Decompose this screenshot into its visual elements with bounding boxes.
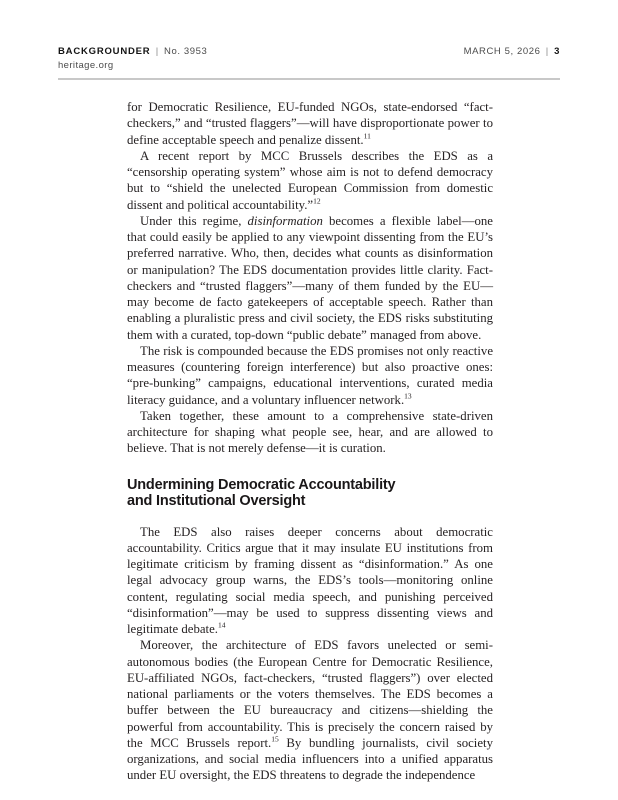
body-paragraph [127,408,493,457]
body-paragraph [127,99,493,148]
publication-name: BACKGROUNDER [58,46,151,57]
body-paragraph [127,524,493,638]
body-paragraph [127,213,493,343]
text-run: Taken together, these amount to a comprehensive state-driven architecture for shaping what people see, hear, and are allowed to believe. That is not merely defense—it is curation. [127,408,493,456]
date-page-info [464,46,560,57]
body-paragraph [127,637,493,783]
footnote-ref: 12 [313,196,321,206]
emphasis-text: disinformation [247,213,323,228]
page-number: 3 [554,46,560,57]
publication-info [58,46,207,57]
text-run: Under this regime, [140,213,248,228]
separator: | [155,46,159,57]
issue-number: No. 3953 [164,46,208,57]
footnote-ref: 14 [217,620,226,630]
publication-date: MARCH 5, 2026 [463,46,541,57]
separator: | [545,46,549,57]
footnote-ref: 11 [363,131,371,141]
website-url: heritage.org [58,60,114,71]
header-meta-row [58,46,560,57]
text-run: A recent report by MCC Brussels describes the EDS as a “censorship operating system” whose aim is not to defend democracy but to “shield the unelected European Commission from domestic dissent and political accountability.” [127,148,493,212]
article-body [127,99,493,784]
text-run: By bundling journalists, civil society organizations, and social media influencers into a unified apparatus under EU oversight, the EDS threatens to degrade the independence [127,735,493,783]
text-run: The risk is compounded because the EDS promises not only reactive measures (countering foreign interference) but also proactive ones: “pre-bunking” campaigns, educational interventions, curated media literacy guidance, and a voluntary influencer network. [127,343,493,407]
text-run: for Democratic Resilience, EU-funded NGOs, state-endorsed “fact-checkers,” and “trusted flaggers”—will have disproportionate power to define acceptable speech and penalize dissent. [127,100,493,147]
header-rule [58,78,560,80]
footnote-ref: 15 [271,734,279,744]
text-run: The EDS also raises deeper concerns about democratic accountability. Critics argue that it may insulate EU institutions from legitimate criticism by framing dissent as “disinformation.” As one legal advocacy group warns, the EDS’s tools—monitoring online content, regulating social media speech, and punishing perceived “disinformation”—may be used to suppress dissenting views and legitimate debate. [127,524,493,636]
page-header [58,46,560,80]
section-heading: Undermining Democratic Accountability and Institutional Oversight [127,476,396,509]
text-run: becomes a flexible label—one that could easily be applied to any viewpoint dissenting from the EU’s preferred narrative. Who, then, decides what counts as disinformation or manipulation? The EDS documentation provides little clarity. Fact-checkers and “trusted flaggers”—many of them funded by the EU—may become de facto gatekeepers of acceptable speech. Rather than enabling a pluralistic press and civil society, the EDS risks substituting them with a curated, top-down “public debate” managed from above. [127,213,493,342]
footnote-ref: 13 [404,391,412,401]
body-paragraph [127,343,493,408]
body-paragraph [127,148,493,213]
text-run: Moreover, the architecture of EDS favors unelected or semi-autonomous bodies (the European Centre for Democratic Resilience, EU-affiliated NGOs, fact-checkers, “trusted flaggers”) over elected national parliaments or the voters themselves. The EDS becomes a buffer between the EU bureaucracy and citizens—shielding the powerful from accountability. This is precisely the concern raised by the MCC Brussels report. [127,638,493,750]
